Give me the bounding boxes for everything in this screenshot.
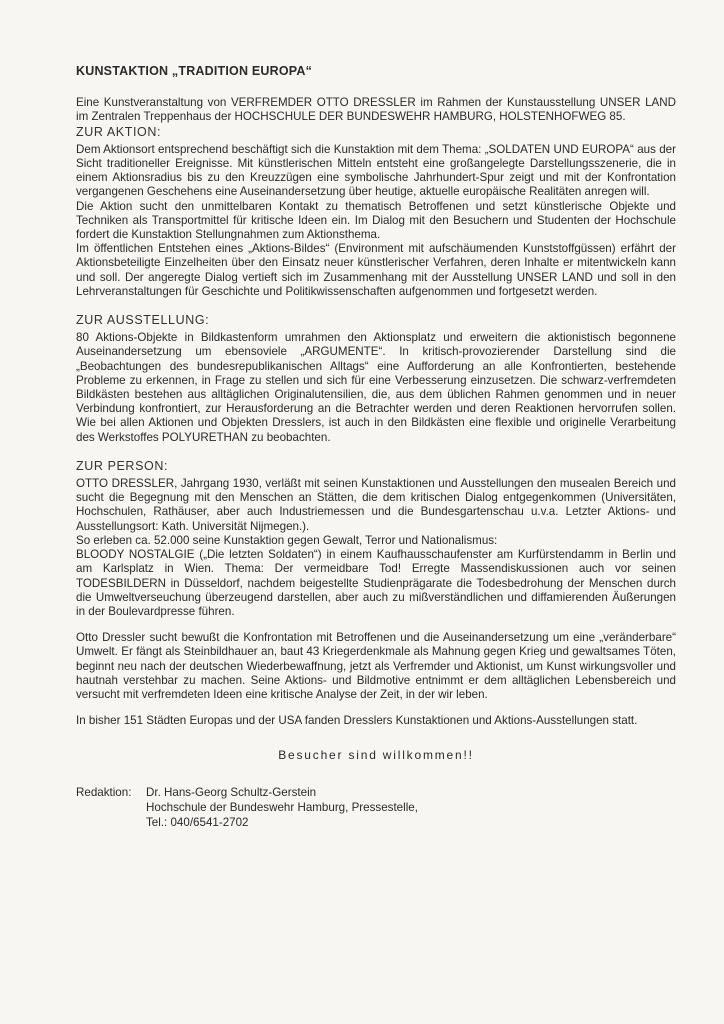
person-paragraph-3: BLOODY NOSTALGIE („Die letzten Soldaten“) in einem Kaufhausschaufenster am Kurfürstendamm in Berlin und am Karlsplatz in Wien. Thema: Der vermeidbare Tod! Erregte Massendiskussionen auch vor seinen TODESBILDERN in Düsseldorf, nachdem beigestellte Studienprägarate die Todesbedrohung der Menschen durch die Umweltverseuchung überzeugend darstellen, aber auch zu mißverständlichen und diffamierenden Äußerungen in der Boulevardpresse führen. bbox=[76, 548, 676, 618]
redaktion-name: Dr. Hans-Georg Schultz-Gerstein bbox=[146, 785, 317, 799]
person-paragraph-2: So erleben ca. 52.000 seine Kunstaktion gegen Gewalt, Terror und Nationalismus: bbox=[76, 533, 498, 547]
redaktion-label: Redaktion: bbox=[76, 785, 132, 799]
closing-line: Besucher sind willkommen!! bbox=[278, 748, 474, 763]
redaktion-organisation: Hochschule der Bundeswehr Hamburg, Pressestelle, bbox=[146, 800, 418, 814]
document-title: KUNSTAKTION „TRADITION EUROPA“ bbox=[76, 64, 313, 78]
aktion-paragraph-1: Dem Aktionsort entsprechend beschäftigt sich die Kunstaktion mit dem Thema: „SOLDATEN UND EUROPA“ aus der Sicht traditioneller Ereignisse. Mit künstlerischen Mitteln entsteht eine großangelegte Darstellungsszenerie, die in einem Aktionsradius bis zu den Kreuzzügen eine symbolische Jahrhundert-Spur zeigt und mit der Konfrontation vergangenen Geschehens eine Auseinandersetzung über heutige, aktuelle europäische Realitäten anregen will. bbox=[76, 142, 676, 199]
section-person bbox=[76, 459, 676, 728]
redaktion-telephone: Tel.: 040/6541-2702 bbox=[146, 815, 249, 829]
section-aktion bbox=[76, 125, 676, 299]
redaktion-block bbox=[76, 785, 676, 830]
aktion-paragraph-2: Die Aktion sucht den unmittelbaren Kontakt zu thematisch Betroffenen und setzt künstlerische Objekte und Techniken als Transportmittel für kritische Ideen ein. Im Dialog mit den Besuchern und Studenten der Hochschule fordert die Kunstaktion Stellungnahmen zum Aktionsthema. bbox=[76, 199, 676, 242]
section-heading-aktion: ZUR AKTION: bbox=[76, 124, 162, 139]
section-heading-ausstellung: ZUR AUSSTELLUNG: bbox=[76, 313, 210, 328]
person-paragraph-1: OTTO DRESSLER, Jahrgang 1930, verläßt mit seinen Kunstaktionen und Ausstellungen den musealen Bereich und sucht die Begegnung mit den Menschen an Stätten, die dem kritischen Dialog entgegenkommen (Universitäten, Hochschulen, Rathäuser, aber auch Industriemessen und die Bundesgartenschau u.v.a. Letzter Aktions- und Ausstellungsort: Kath. Universität Nijmegen.). bbox=[76, 477, 676, 533]
aktion-paragraph-3: Im öffentlichen Entstehen eines „Aktions-Bildes“ (Environment mit aufschäumenden Kunststoffgüssen) erfährt der Aktionsbeteiligte Einzelheiten über den Einsatz neuer künstlerischer Verfahren, deren Inhalte er mitentwickeln kann und soll. Der angeregte Dialog vertieft sich im Zusammenhang mit der Ausstellung UNSER LAND und soll in den Lehrveranstaltungen für Geschichte und Politikwissenschaften aufgenommen und fortgesetzt werden. bbox=[76, 242, 676, 298]
section-ausstellung bbox=[76, 313, 676, 445]
document-page bbox=[76, 64, 676, 830]
ausstellung-paragraph-1: 80 Aktions-Objekte in Bildkastenform umrahmen den Aktionsplatz und erweitern die aktionistisch begonnene Auseinandersetzung um ebensoviele „ARGUMENTE“. In kritisch-provozierender Darstellung sind die „Beobachtungen des bundesrepublikanischen Alltags“ eine Aufforderung an alle Konfrontierten, bestehende Probleme zu erkennen, in Frage zu stellen und sich für eine Verbesserung einzusetzen. Die schwarz-verfremdeten Bildkästen bestehen aus alltäglichen Originalutensilien, die, aus dem üblichen Rahmen genommen und in neuer Verbindung konfrontiert, zur Herausforderung an die Betrachter werden und deren Reaktionen hervorrufen sollen. Wie bei allen Aktionen und Objekten Dresslers, ist auch in den Bildkästen eine flexible und originelle Verarbeitung des Werkstoffes POLYURETHAN zu beobachten. bbox=[76, 331, 676, 444]
intro-paragraph: Eine Kunstveranstaltung von VERFREMDER OTTO DRESSLER im Rahmen der Kunstausstellung UNSER LAND im Zentralen Treppenhaus der HOCHSCHULE DER BUNDESWEHR HAMBURG, HOLSTENHOFWEG 85. bbox=[76, 96, 676, 124]
person-paragraph-4: Otto Dressler sucht bewußt die Konfrontation mit Betroffenen und die Auseinandersetzung um eine „veränderbare“ Umwelt. Er fängt als Steinbildhauer an, baut 43 Kriegerdenkmale als Mahnung gegen Krieg und gewaltsames Töten, beginnt neu nach der deutschen Wiederbewaffnung, jetzt als Verfremder und Aktionist, um Kunst wirkungsvoller und hautnah verstehbar zu machen. Seine Aktions- und Bildmotive entnimmt er dem alltäglichen Lebensbereich und versucht mit verfremdeten Ideen eine kritische Analyse der Zeit, in der wir leben. bbox=[76, 631, 676, 701]
section-heading-person: ZUR PERSON: bbox=[76, 458, 169, 473]
person-paragraph-5: In bisher 151 Städten Europas und der USA fanden Dresslers Kunstaktionen und Aktions-Ausstellungen statt. bbox=[76, 714, 638, 728]
